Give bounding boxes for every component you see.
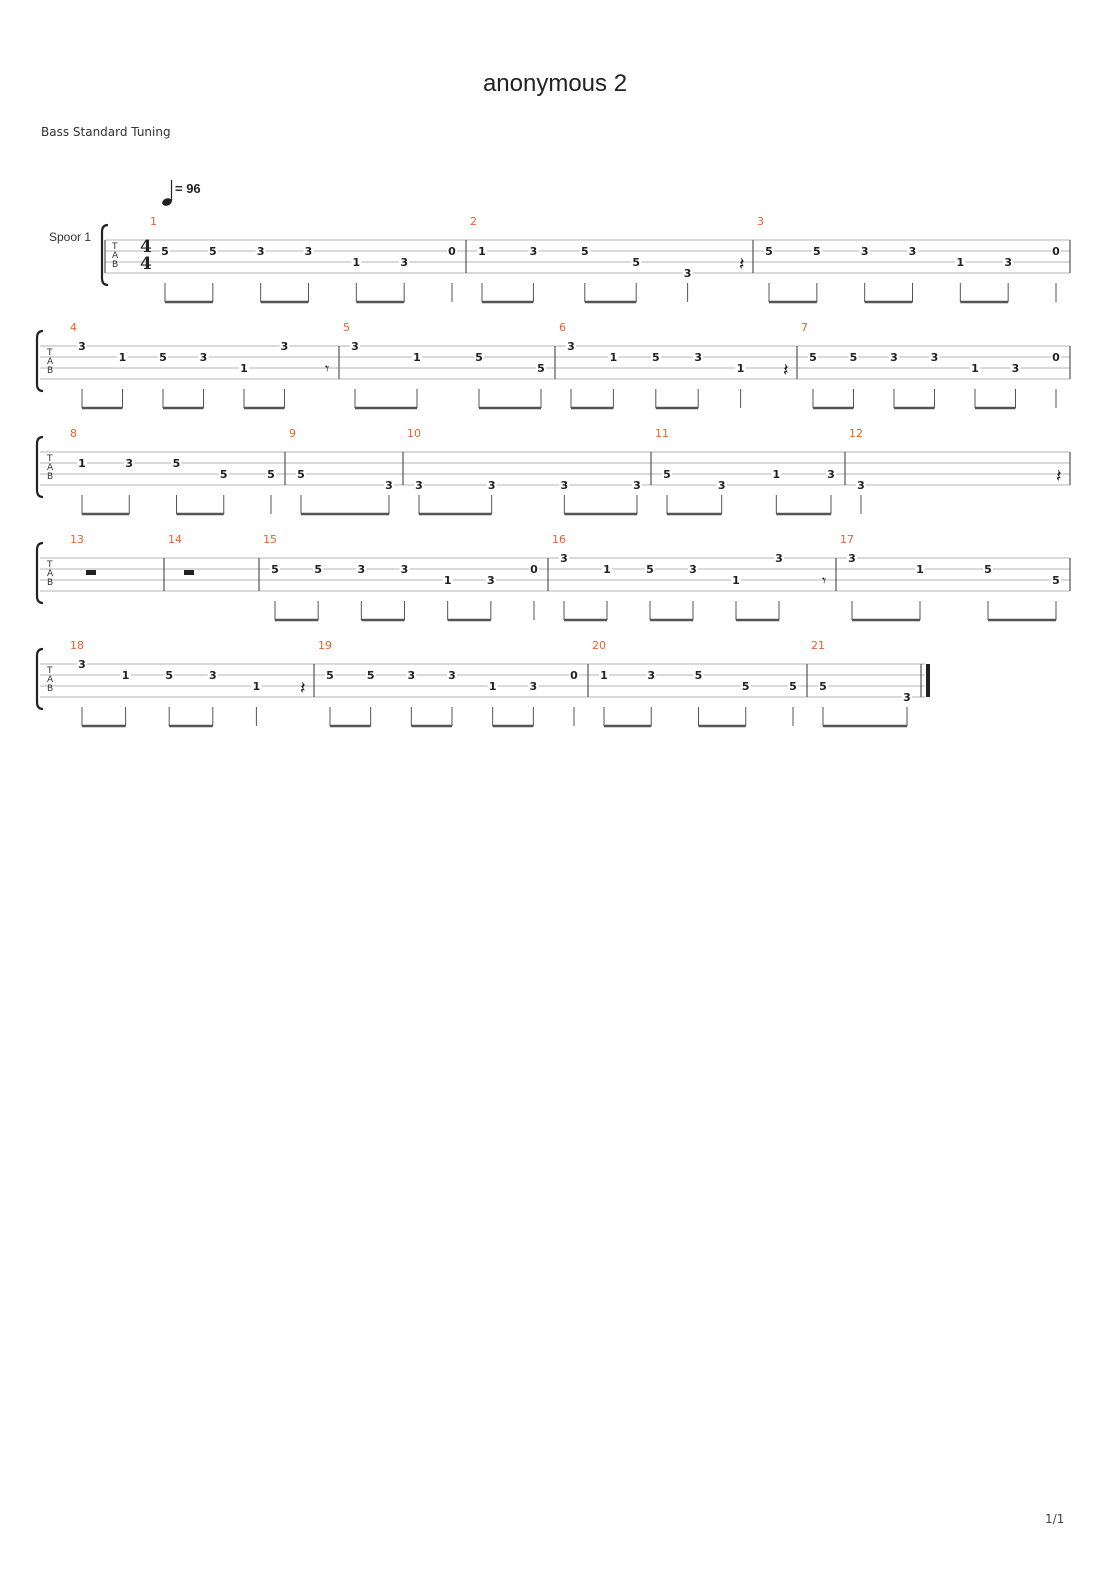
fret-number[interactable]: 3 (208, 669, 217, 682)
fret-number[interactable]: 5 (580, 245, 589, 258)
tab-clef-letter: A (47, 675, 54, 685)
measure-number: 3 (757, 215, 764, 228)
tab-system (37, 427, 1070, 514)
system-bracket (37, 649, 43, 709)
tab-clef-letter: A (47, 463, 54, 473)
tab-clef-letter: B (47, 578, 54, 588)
fret-number[interactable]: 3 (448, 669, 456, 682)
fret-number[interactable]: 3 (827, 468, 835, 481)
fret-number[interactable]: 1 (600, 669, 608, 682)
fret-number[interactable]: 0 (1052, 351, 1060, 364)
fret-number[interactable]: 5 (475, 351, 483, 364)
tempo-marking (161, 180, 201, 207)
fret-number[interactable]: 5 (271, 563, 279, 576)
fret-number[interactable]: 3 (647, 669, 656, 682)
fret-number[interactable]: 1 (916, 563, 924, 576)
system-bracket (37, 543, 43, 603)
fret-number[interactable]: 3 (857, 479, 865, 492)
fret-number[interactable]: 3 (385, 479, 393, 492)
fret-number[interactable]: 3 (848, 552, 856, 565)
fret-number[interactable]: 1 (78, 457, 86, 470)
fret-number[interactable]: 5 (267, 468, 275, 481)
system-bracket (37, 331, 43, 391)
fret-number[interactable]: 3 (256, 245, 265, 258)
fret-number[interactable]: 1 (413, 351, 421, 364)
fret-number[interactable]: 3 (400, 563, 409, 576)
tuning-label: Bass Standard Tuning (41, 125, 171, 139)
fret-number[interactable]: 1 (352, 256, 361, 269)
quarter-rest-icon: 𝄽 (783, 360, 789, 381)
fret-number[interactable]: 5 (819, 680, 827, 693)
fret-number[interactable]: 5 (651, 351, 660, 364)
fret-number[interactable]: 5 (809, 351, 817, 364)
measure-number: 8 (70, 427, 77, 440)
tab-clef-letter: A (47, 357, 54, 367)
measure-number: 19 (318, 639, 332, 652)
fret-number[interactable]: 3 (199, 351, 208, 364)
eighth-rest-icon: 𝄾 (822, 571, 827, 590)
fret-number[interactable]: 3 (280, 340, 289, 353)
tempo-value: = 96 (175, 181, 201, 196)
tab-clef-letter: B (47, 472, 54, 482)
fret-number[interactable]: 1 (121, 669, 130, 682)
fret-number[interactable]: 1 (252, 680, 261, 693)
fret-number[interactable]: 5 (694, 669, 703, 682)
time-signature-digit: 4 (140, 254, 152, 274)
fret-number[interactable]: 5 (984, 563, 992, 576)
track-name[interactable]: Spoor 1 (49, 230, 92, 244)
measure-number: 20 (592, 639, 606, 652)
fret-number[interactable]: 5 (741, 680, 750, 693)
fret-number[interactable]: 3 (529, 680, 538, 693)
fret-number[interactable]: 3 (487, 479, 496, 492)
fret-number[interactable]: 3 (717, 479, 726, 492)
fret-number[interactable]: 5 (789, 680, 797, 693)
fret-number[interactable]: 3 (683, 267, 692, 280)
fret-number[interactable]: 5 (161, 245, 169, 258)
fret-number[interactable]: 1 (956, 256, 965, 269)
measure-number: 9 (289, 427, 296, 440)
half-rest-icon (184, 570, 194, 575)
measure-number: 16 (552, 533, 566, 546)
fret-number[interactable]: 3 (903, 691, 911, 704)
fret-number[interactable]: 5 (663, 468, 671, 481)
fret-number[interactable]: 3 (357, 563, 366, 576)
fret-number[interactable]: 5 (646, 563, 654, 576)
tab-clef-letter: T (112, 242, 118, 252)
time-signature-digit: 4 (140, 237, 152, 257)
fret-number[interactable]: 3 (407, 669, 416, 682)
fret-number[interactable]: 1 (971, 362, 979, 375)
fret-number[interactable]: 3 (78, 340, 86, 353)
measure-number: 14 (168, 533, 182, 546)
tab-clef-letter: B (47, 366, 54, 376)
fret-number[interactable]: 5 (537, 362, 545, 375)
tab-system (102, 215, 1070, 302)
fret-number[interactable]: 3 (351, 340, 359, 353)
tab-clef-letter: T (47, 348, 53, 358)
fret-number[interactable]: 3 (1011, 362, 1020, 375)
fret-number[interactable]: 1 (240, 362, 248, 375)
fret-number[interactable]: 0 (530, 563, 538, 576)
fret-number[interactable]: 1 (118, 351, 127, 364)
measure-number: 18 (70, 639, 84, 652)
fret-number[interactable]: 5 (219, 468, 228, 481)
fret-number[interactable]: 5 (172, 457, 181, 470)
measure-number: 12 (849, 427, 863, 440)
fret-number[interactable]: 5 (1052, 574, 1060, 587)
fret-number[interactable]: 5 (632, 256, 641, 269)
fret-number[interactable]: 3 (633, 479, 641, 492)
measure-number: 5 (343, 321, 350, 334)
fret-number[interactable]: 3 (415, 479, 423, 492)
fret-number[interactable]: 3 (400, 256, 408, 269)
fret-number[interactable]: 3 (487, 574, 495, 587)
fret-number[interactable]: 5 (765, 245, 773, 258)
fret-number[interactable]: 3 (567, 340, 575, 353)
fret-number[interactable]: 3 (908, 245, 917, 258)
fret-number[interactable]: 5 (314, 563, 322, 576)
measure-number: 11 (655, 427, 669, 440)
fret-number[interactable]: 0 (448, 245, 456, 258)
quarter-rest-icon: 𝄽 (739, 254, 745, 275)
measure-number: 15 (263, 533, 277, 546)
tab-system (37, 533, 1070, 620)
tab-clef-letter: A (47, 569, 54, 579)
tab-clef-letter: T (47, 454, 53, 464)
fret-number[interactable]: 5 (366, 669, 375, 682)
eighth-rest-icon: 𝄾 (325, 359, 330, 378)
fret-number[interactable]: 1 (443, 574, 452, 587)
page-number: 1/1 (1045, 1512, 1065, 1526)
fret-number[interactable]: 5 (849, 351, 858, 364)
fret-number[interactable]: 3 (304, 245, 313, 258)
fret-number[interactable]: 1 (772, 468, 781, 481)
final-bar-line (926, 664, 930, 697)
fret-number[interactable]: 3 (125, 457, 134, 470)
measure-number: 13 (70, 533, 84, 546)
fret-number[interactable]: 3 (689, 563, 697, 576)
tab-clef-letter: T (47, 560, 53, 570)
fret-number[interactable]: 3 (560, 479, 569, 492)
measure-number: 21 (811, 639, 825, 652)
fret-number[interactable]: 3 (694, 351, 703, 364)
fret-number[interactable]: 1 (736, 362, 745, 375)
quarter-rest-icon: 𝄽 (1056, 466, 1062, 487)
fret-number[interactable]: 3 (560, 552, 568, 565)
fret-number[interactable]: 1 (488, 680, 497, 693)
fret-number[interactable]: 3 (775, 552, 783, 565)
system-bracket (37, 437, 43, 497)
fret-number[interactable]: 0 (570, 669, 578, 682)
fret-number[interactable]: 3 (890, 351, 898, 364)
fret-number[interactable]: 5 (165, 669, 174, 682)
fret-number[interactable]: 3 (78, 658, 86, 671)
quarter-rest-icon: 𝄽 (300, 678, 306, 699)
half-rest-icon (86, 570, 96, 575)
fret-number[interactable]: 5 (326, 669, 334, 682)
fret-number[interactable]: 5 (813, 245, 821, 258)
fret-number[interactable]: 3 (930, 351, 939, 364)
fret-number[interactable]: 1 (609, 351, 618, 364)
measure-number: 7 (801, 321, 808, 334)
measure-number: 17 (840, 533, 854, 546)
tab-clef-letter: A (112, 251, 119, 261)
tab-clef-letter: T (47, 666, 53, 676)
measure-number: 6 (559, 321, 566, 334)
measure-number: 10 (407, 427, 421, 440)
measure-number: 2 (470, 215, 477, 228)
tab-system (37, 639, 930, 726)
fret-number[interactable]: 5 (159, 351, 167, 364)
fret-number[interactable]: 3 (529, 245, 538, 258)
measure-number: 4 (70, 321, 77, 334)
fret-number[interactable]: 5 (209, 245, 217, 258)
fret-number[interactable]: 5 (297, 468, 305, 481)
measure-number: 1 (150, 215, 157, 228)
fret-number[interactable]: 3 (860, 245, 869, 258)
fret-number[interactable]: 3 (1004, 256, 1012, 269)
fret-number[interactable]: 1 (478, 245, 486, 258)
fret-number[interactable]: 0 (1052, 245, 1060, 258)
tab-clef-letter: B (112, 260, 119, 270)
tab-clef-letter: B (47, 684, 54, 694)
fret-number[interactable]: 1 (603, 563, 611, 576)
fret-number[interactable]: 1 (732, 574, 740, 587)
tab-system (37, 321, 1070, 408)
score-title: anonymous 2 (482, 70, 628, 97)
